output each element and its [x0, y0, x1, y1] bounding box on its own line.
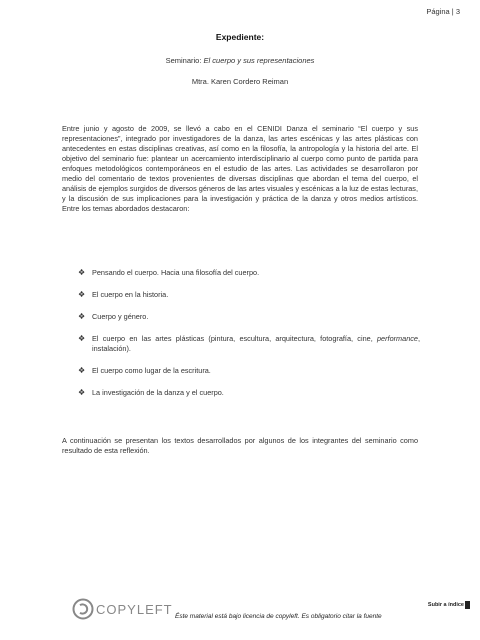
diamond-bullet-icon: ❖ — [78, 268, 86, 277]
diamond-bullet-icon: ❖ — [78, 388, 86, 397]
intro-paragraph: Entre junio y agosto de 2009, se llevó a cabo en el CENIDI Danza el seminario “El cuerpo y sus representaciones”, integrado por investigadores de la danza, las artes escénicas y las artes plásticas con antecedentes en estas disciplinas creativas, así como en la filosofía, la antropología y la historia del arte. El objetivo del seminario fue: plantear un acercamiento interdisciplinario al cuerpo como punto de partida para enfoques metodológicos contemporáneos en el estudio de las artes. Las actividades se desarrollaron por medio del comentario de textos provenientes de diversas disciplinas que abordan el tema del cuerpo, el análisis de ejemplos surgidos de diversos géneros de las artes visuales y escénicas a la luz de estas lecturas, y la discusión de sus implicaciones para la investigación y práctica de la danza y otros medios artísticos. Entre los temas abordados destacaron: — [62, 124, 418, 213]
back-to-index-label: Subir a índice — [427, 602, 464, 608]
list-item — [78, 334, 420, 354]
closing-paragraph: A continuación se presentan los textos desarrollados por algunos de los integrantes del seminario como resultado de esta reflexión. — [62, 436, 418, 455]
subtitle-italic: El cuerpo y sus representaciones — [203, 56, 315, 65]
page-number: Página | 3 — [426, 7, 460, 16]
topic-text-tail: , instalación). — [92, 334, 420, 353]
topic-text: Cuerpo y género. — [92, 312, 149, 321]
author-name: Mtra. Karen Cordero Reiman — [191, 77, 289, 86]
list-item — [78, 268, 420, 278]
topic-text: El cuerpo como lugar de la escritura. — [92, 366, 211, 375]
diamond-bullet-icon: ❖ — [78, 366, 86, 375]
topic-text: Pensando el cuerpo. Hacia una filosofía del cuerpo. — [92, 268, 260, 277]
subtitle-prefix: Seminario: — [165, 56, 204, 65]
topic-text-main: El cuerpo en las artes plásticas (pintura, escultura, arquitectura, fotografía, cine, — [92, 334, 373, 343]
list-item — [78, 290, 420, 300]
diamond-bullet-icon: ❖ — [78, 334, 86, 343]
document-title: Expediente: — [215, 32, 265, 42]
copyleft-wordmark: COPYLEFT — [96, 601, 173, 617]
topic-text: El cuerpo en la historia. — [92, 290, 169, 299]
arrow-icon — [465, 601, 470, 609]
topic-text: La investigación de la danza y el cuerpo. — [92, 388, 224, 397]
list-item — [78, 388, 420, 398]
topic-text — [92, 334, 420, 354]
list-item — [78, 312, 420, 322]
topic-list — [78, 268, 420, 410]
seminar-subtitle — [0, 56, 480, 65]
diamond-bullet-icon: ❖ — [78, 290, 86, 299]
diamond-bullet-icon: ❖ — [78, 312, 86, 321]
copyleft-logo — [72, 598, 173, 620]
topic-text-italic: performance — [377, 334, 418, 343]
list-item — [78, 366, 420, 376]
copyleft-icon — [72, 598, 94, 620]
license-note: Éste material está bajo licencia de copyleft. Es obligatorio citar la fuente — [175, 613, 382, 620]
back-to-index-link[interactable] — [428, 601, 470, 609]
